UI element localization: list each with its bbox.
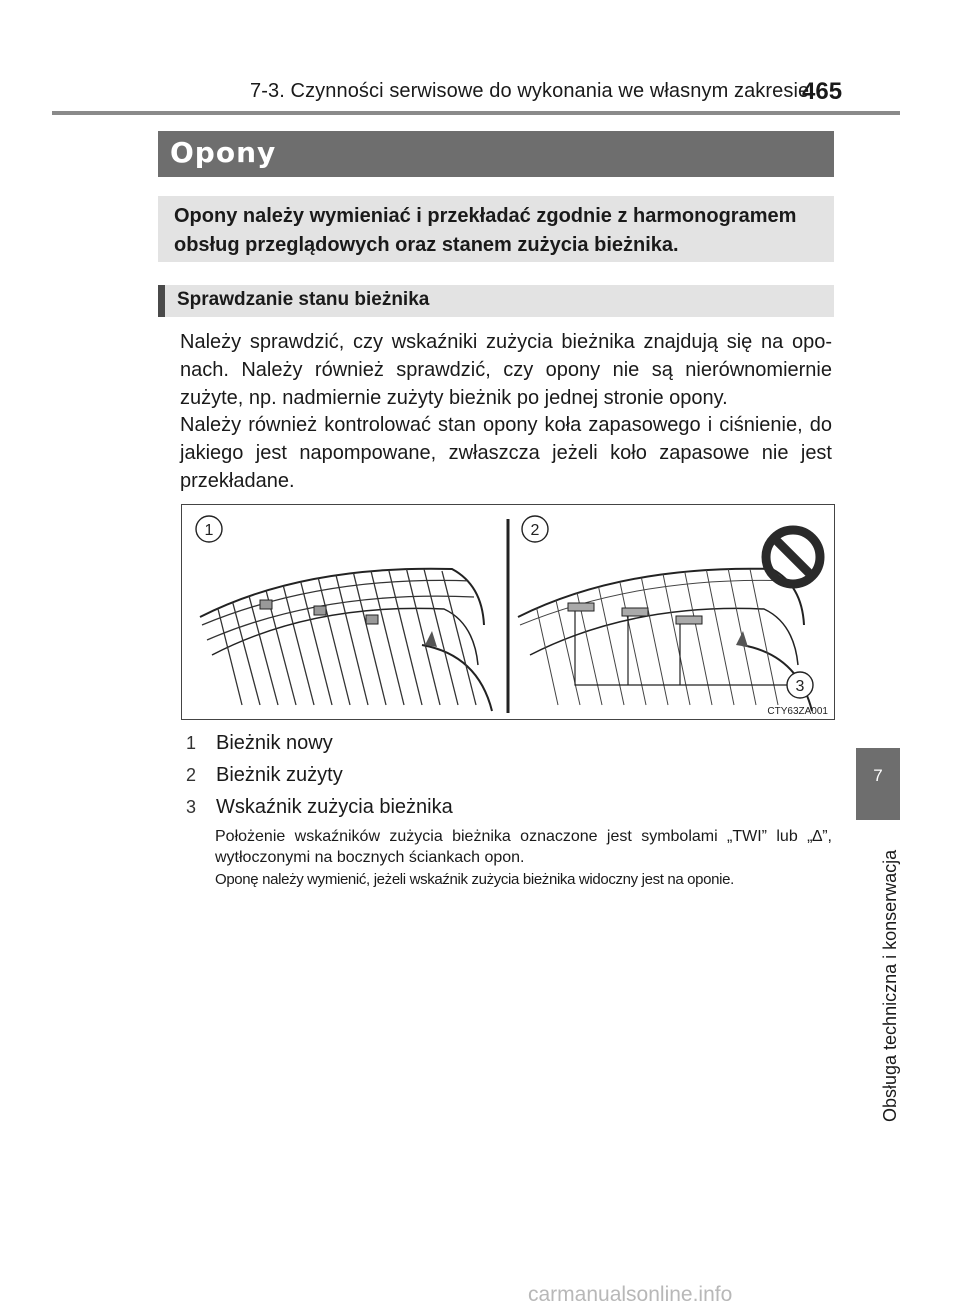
note-twi: Położenie wskaźników zużycia bieżnika oznaczone jest symbolami „TWI” lub „∆”, wytłoczonymi na bocznych ściankach opon. [215,828,832,866]
callout-2: 2 [530,522,540,539]
legend-item-1 [186,732,333,755]
tire-tread-figure [181,504,835,720]
page-number: 465 [802,78,843,105]
chapter-label: Obsługa techniczna i konserwacja [880,849,900,1122]
legend-label-1: Bieżnik nowy [216,732,333,754]
page-title: Opony [170,136,277,169]
intro-text: Opony należy wymieniać i przekładać zgodnie z harmonogramem obsług przeglądowych oraz stanem zużycia bieżnika. [174,205,797,256]
callout-3: 3 [795,678,805,695]
watermark: carmanualsonline.info [528,1283,733,1306]
prohibition-icon [766,530,820,584]
running-head: 7-3. Czynności serwisowe do wykonania we własnym zakresie [250,80,810,102]
chapter-number: 7 [873,766,883,785]
legend-num-1: 1 [186,733,197,753]
figure-code: CTY63ZA001 [767,706,828,717]
callout-1: 1 [204,522,214,539]
note-replace: Oponę należy wymienić, jeżeli wskaźnik zużycia bieżnika widoczny jest na oponie. [215,871,734,888]
legend-num-2: 2 [186,765,197,785]
twi-triangle-icon [425,631,437,647]
legend-item-2 [186,764,343,787]
paragraph-2: Należy również kontrolować stan opony koła zapasowego i ciśnienie, do jakiego jest napompowane, zwłaszcza jeżeli koło zapasowe nie jest przekładane. [180,414,832,492]
twi-triangle-icon [736,631,748,647]
legend-item-3 [186,796,453,819]
legend-num-3: 3 [186,797,197,817]
new-tire-drawing [196,516,492,711]
section-accent [158,285,165,317]
section-heading: Sprawdzanie stanu bieżnika [177,289,430,310]
paragraph-1: Należy sprawdzić, czy wskaźniki zużycia bieżnika znajdują się na opo-nach. Należy również sprawdzić, czy opony nie są nierównomiernie zużyte, np. nadmiernie zużyty bieżnik po jednej stronie opony. [180,331,832,409]
legend-label-2: Bieżnik zużyty [216,764,343,786]
legend-label-3: Wskaźnik zużycia bieżnika [216,796,453,818]
tire-illustration [182,505,834,719]
header-rule [52,111,900,115]
